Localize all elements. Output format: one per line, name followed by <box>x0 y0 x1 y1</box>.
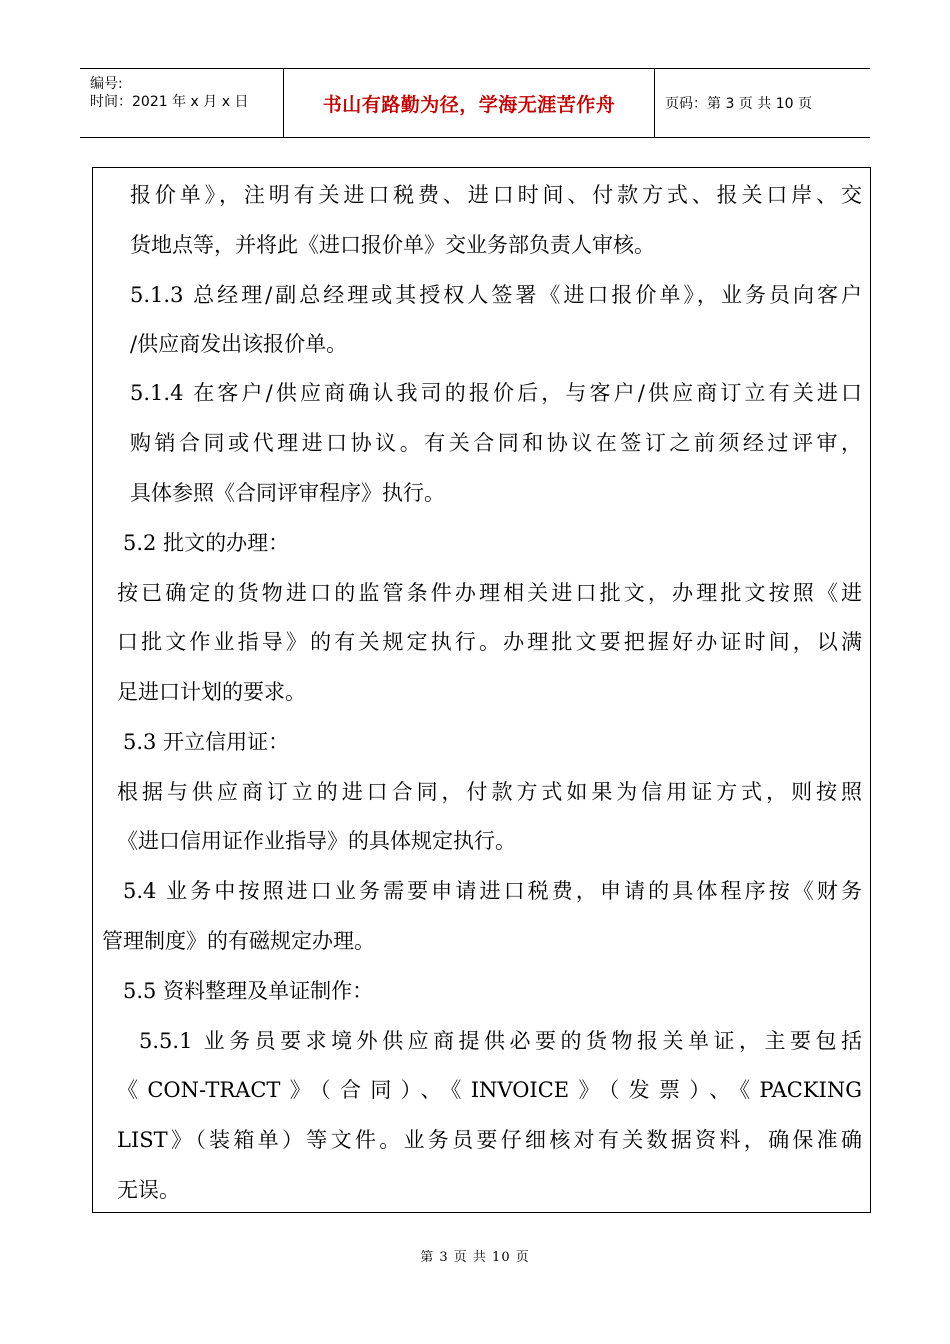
body-line: /供应商发出该报价单。 <box>130 332 348 356</box>
body-line: 具体参照《合同评审程序》执行。 <box>130 481 445 505</box>
body-line: 购销合同或代理进口协议。有关合同和协议在签订之前须经过评审， <box>130 431 862 455</box>
page-header <box>80 68 870 138</box>
body-line: 按已确定的货物进口的监管条件办理相关进口批文，办理批文按照《进 <box>117 581 862 605</box>
section-heading: 5.3 开立信用证： <box>123 730 290 754</box>
document-time-label: 时间：2021 年 x 月 x 日 <box>90 94 249 110</box>
body-line: LIST》（装箱单）等文件。业务员要仔细核对有关数据资料，确保准确 <box>117 1128 862 1152</box>
body-line: 5.1.4 在客户/供应商确认我司的报价后，与客户/供应商订立有关进口 <box>130 381 862 405</box>
document-number-label: 编号: <box>90 76 123 92</box>
content-box <box>92 167 871 1213</box>
body-line: 5.5.1 业务员要求境外供应商提供必要的货物报关单证，主要包括 <box>139 1029 862 1053</box>
body-line: 足进口计划的要求。 <box>117 680 306 704</box>
section-heading: 5.5 资料整理及单证制作： <box>123 979 374 1003</box>
body-line: 《CON-TRACT》（合同）、《INVOICE》（发票）、《PACKING <box>117 1078 862 1102</box>
body-line: 口批文作业指导》的有关规定执行。办理批文要把握好办证时间，以满 <box>117 630 862 654</box>
body-line: 管理制度》的有磁规定办理。 <box>102 929 375 953</box>
body-line: 5.4 业务中按照进口业务需要申请进口税费，申请的具体程序按《财务 <box>123 879 862 903</box>
header-page-cell <box>655 69 870 137</box>
header-motto-cell <box>283 69 655 137</box>
body-line: 货地点等，并将此《进口报价单》交业务部负责人审核。 <box>130 233 655 257</box>
page-footer: 第 3 页 共 10 页 <box>420 1250 530 1265</box>
body-line: 《进口信用证作业指导》的具体规定执行。 <box>117 829 516 853</box>
body-line: 5.1.3 总经理/副总经理或其授权人签署《进口报价单》，业务员向客户 <box>130 283 862 307</box>
body-line: 无误。 <box>117 1178 180 1202</box>
header-page-info: 页码：第 3 页 共 10 页 <box>665 96 812 112</box>
header-motto: 书山有路勤为径，学海无涯苦作舟 <box>322 93 616 116</box>
header-info-cell <box>80 69 283 137</box>
section-heading: 5.2 批文的办理： <box>123 531 290 555</box>
body-line: 根据与供应商订立的进口合同，付款方式如果为信用证方式，则按照 <box>117 780 862 804</box>
body-line: 报价单》，注明有关进口税费、进口时间、付款方式、报关口岸、交 <box>130 183 862 207</box>
